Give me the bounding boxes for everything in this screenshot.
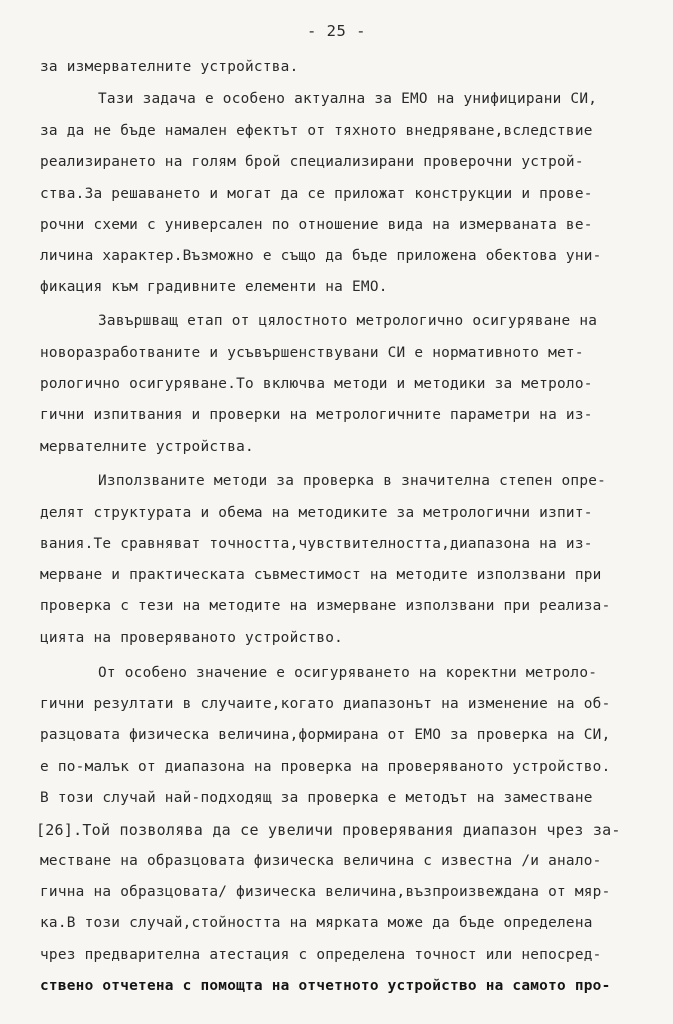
text-line: новоразработваните и усъвършенствувани СИ е нормативното мет- [40,345,584,361]
text-line: Завършващ етап от цялостното метрологично осигуряване на [98,313,598,329]
text-line: разцовата физическа величина,формирана от ЕМО за проверка на СИ, [40,727,611,743]
text-line: гични резултати в случаите,когато диапазонът на изменение на об- [40,696,611,712]
text-line: В този случай най-подходящ за проверка е методът на заместване [40,790,593,806]
text-line: мервателните устройства. [40,439,254,455]
text-line: местване на образцовата физическа величина с известна /и анало- [40,853,602,869]
text-line: мерване и практическата съвместимост на методите използвани при [40,567,602,583]
text-line: е по-малък от диапазона на проверка на проверяваното устройство. [40,759,611,775]
page-number: - 25 - [307,22,366,40]
text-line: делят структурата и обема на методиките за метрологични изпит- [40,505,593,521]
text-line: чрез предварителна атестация с определена точност или непосред- [40,947,602,963]
text-line: Тази задача е особено актуална за ЕМО на унифицирани СИ, [98,91,598,107]
text-line: проверка с тези на методите на измерване използвани при реализа- [40,598,611,614]
text-line: цията на проверяваното устройство. [40,630,344,646]
text-line: Използваните методи за проверка в значителна степен опре- [98,473,607,489]
text-line: гична на образцовата/ физическа величина,възпроизвеждана от мяр- [40,884,611,900]
text-line: От особено значение е осигуряването на коректни метроло- [98,665,598,681]
text-line: за да не бъде намален ефектът от тяхното внедряване,вследствие [40,123,593,139]
text-line: ка.В този случай,стойността на мярката може да бъде определена [40,915,593,931]
text-line: реализирането на голям брой специализирани проверочни устрой- [40,154,584,170]
text-line: вания.Те сравняват точността,чувствителността,диапазона на из- [40,536,593,552]
text-line: рочни схеми с универсален по отношение вида на измерваната ве- [40,217,593,233]
text-line: ствено отчетена с помощта на отчетното устройство на самото про- [40,978,611,994]
text-line: ства.За решаването и могат да се приложат конструкции и прове- [40,186,593,202]
text-line: рологично осигуряване.То включва методи и методики за метроло- [40,376,593,392]
text-line: за измервателните устройства. [40,59,299,75]
text-line: личина характер.Възможно е също да бъде приложена обектова уни- [40,248,602,264]
text-line: фикация към градивните елементи на ЕМО. [40,279,388,295]
text-line: гични изпитвания и проверки на метрологичните параметри на из- [40,407,593,423]
text-line: [26].Той позволява да се увеличи проверявания диапазон чрез за- [36,821,621,839]
